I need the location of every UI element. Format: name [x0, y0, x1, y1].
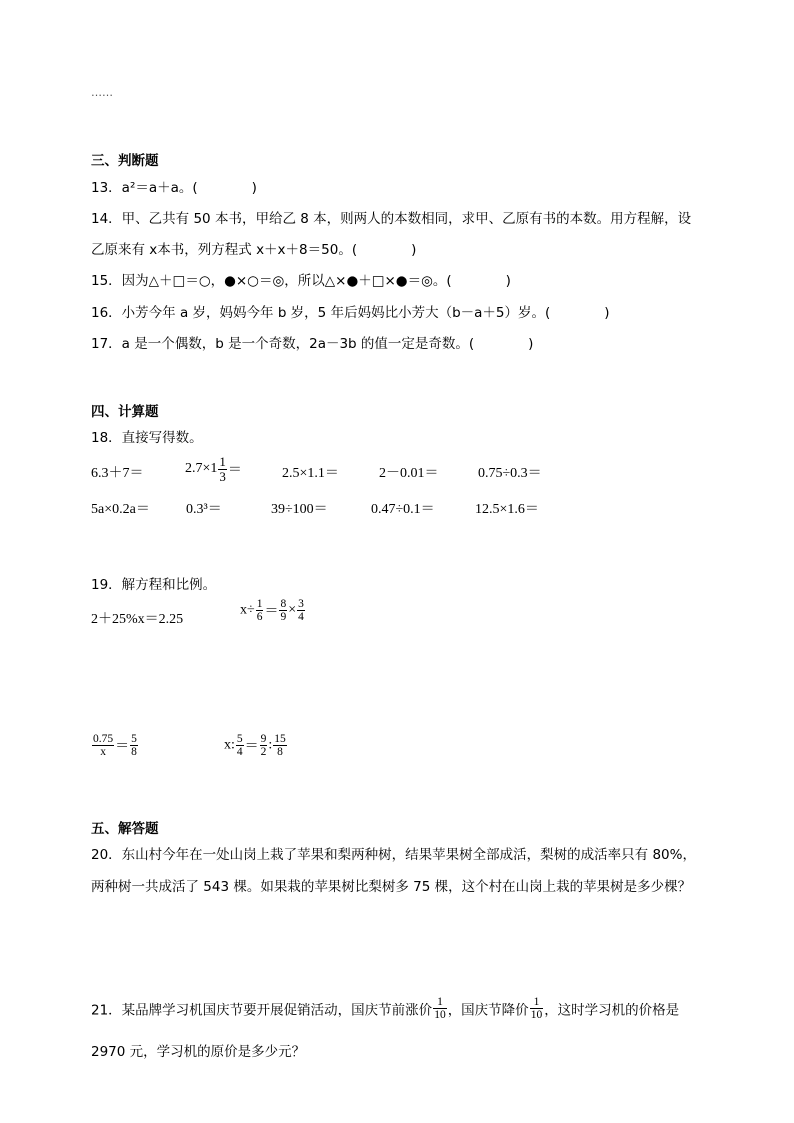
fraction-denominator: 2 [260, 746, 267, 759]
fraction-denominator: 3 [219, 468, 226, 484]
question-14-line-1: 14．甲、乙共有 50 本书，甲给乙 8 本，则两人的本数相同，求甲、乙原有书的本数。用方程解，设 [91, 211, 692, 227]
fraction-one-third [218, 455, 227, 483]
calc-2-5: 12.5×1.6＝ [475, 502, 539, 517]
eq4-fraction-1 [236, 733, 244, 758]
eq4-equals: ＝ [244, 739, 259, 755]
q21-text-1: 21．某品牌学习机国庆节要开展促销活动，国庆节前涨价 [91, 1002, 433, 1019]
calc-1-2-equals: ＝ [227, 463, 242, 479]
fraction-denominator: 6 [256, 611, 263, 624]
eq2-prefix: x÷ [240, 602, 255, 618]
equation-3 [91, 733, 139, 758]
fraction-numerator: 9 [260, 733, 267, 745]
question-20-line-2: 两种树一共成活了 543 棵。如果栽的苹果树比梨树多 75 棵，这个村在山岗上栽的苹果树是多少棵？ [91, 879, 692, 895]
question-19-label: 19．解方程和比例。 [91, 577, 217, 593]
section-5-heading: 五、解答题 [91, 821, 159, 837]
section-4-heading: 四、计算题 [91, 404, 159, 420]
q21-fraction-1 [433, 996, 447, 1021]
fraction-numerator: 8 [280, 598, 287, 610]
eq4-colon: : [268, 737, 273, 753]
fraction-numerator: 3 [298, 598, 304, 610]
fraction-denominator: 10 [530, 1009, 543, 1022]
fraction-denominator: 8 [277, 746, 283, 759]
question-13: 13．a²＝a＋a。( ) [91, 180, 257, 196]
eq2-fraction-3 [297, 598, 305, 623]
section-3-heading: 三、判断题 [91, 153, 159, 169]
eq3-equals: ＝ [115, 739, 130, 755]
calc-2-3: 39÷100＝ [271, 502, 328, 517]
fraction-denominator: x [100, 746, 106, 759]
fraction-numerator: 1 [530, 996, 544, 1009]
calc-1-3: 2.5×1.1＝ [282, 466, 339, 481]
question-18-label: 18．直接写得数。 [91, 430, 203, 446]
eq4-fraction-3 [273, 733, 287, 758]
equation-1: 2＋25%x＝2.25 [91, 612, 184, 627]
eq2-equals: ＝ [264, 604, 279, 620]
eq4-fraction-2 [260, 733, 268, 758]
question-17: 17．a 是一个偶数，b 是一个奇数，2a－3b 的值一定是奇数。( ) [91, 336, 534, 352]
fraction-numerator: 15 [274, 733, 286, 745]
fraction-numerator: 5 [131, 733, 137, 745]
fraction-denominator: 9 [280, 611, 287, 624]
question-21-line-2: 2970 元，学习机的原价是多少元？ [91, 1044, 306, 1060]
calc-1-2-prefix: 2.7×1 [185, 461, 218, 477]
fraction-denominator: 4 [236, 746, 243, 759]
eq2-fraction-1 [256, 598, 264, 623]
question-15: 15．因为△＋□＝○，●×○＝◎，所以△×●＋□×●＝◎。( ) [91, 273, 511, 289]
eq3-fraction-1 [92, 733, 114, 758]
calc-1-1: 6.3＋7＝ [91, 466, 144, 481]
question-16: 16．小芳今年 a 岁，妈妈今年 b 岁，5 年后妈妈比小芳大（b－a＋5）岁。( ) [91, 305, 610, 321]
equation-4 [224, 733, 288, 758]
calc-2-2: 0.3³＝ [186, 502, 222, 517]
q21-fraction-2 [530, 996, 544, 1021]
fraction-denominator: 10 [434, 1009, 446, 1022]
fraction-numerator: 0.75 [93, 733, 114, 745]
eq3-fraction-2 [130, 733, 138, 758]
fraction-denominator: 4 [298, 611, 304, 624]
question-21-line-1 [91, 996, 679, 1021]
q21-text-2: ，国庆节降价 [447, 1002, 529, 1019]
question-14-line-2: 乙原来有 x本书，列方程式 x＋x＋8＝50。( ) [91, 242, 417, 258]
fraction-numerator: 1 [433, 996, 447, 1009]
calc-2-1: 5a×0.2a＝ [91, 502, 150, 517]
equation-2 [240, 598, 306, 623]
eq4-prefix: x: [224, 737, 235, 753]
fraction-numerator: 5 [236, 733, 243, 745]
fraction-denominator: 8 [131, 746, 137, 759]
calc-1-2 [185, 455, 242, 483]
eq2-times: × [288, 602, 297, 618]
top-ellipsis: …… [91, 86, 113, 99]
question-20-line-1: 20．东山村今年在一处山岗上栽了苹果和梨两种树，结果苹果树全部成活，梨树的成活率只有 80%， [91, 847, 696, 863]
fraction-numerator: 1 [219, 454, 226, 469]
fraction-numerator: 1 [256, 598, 263, 610]
calc-1-5: 0.75÷0.3＝ [478, 466, 542, 481]
calc-1-4: 2－0.01＝ [379, 466, 439, 481]
eq2-fraction-2 [279, 598, 287, 623]
q21-text-3: ，这时学习机的价格是 [544, 1002, 680, 1019]
calc-2-4: 0.47÷0.1＝ [371, 502, 435, 517]
